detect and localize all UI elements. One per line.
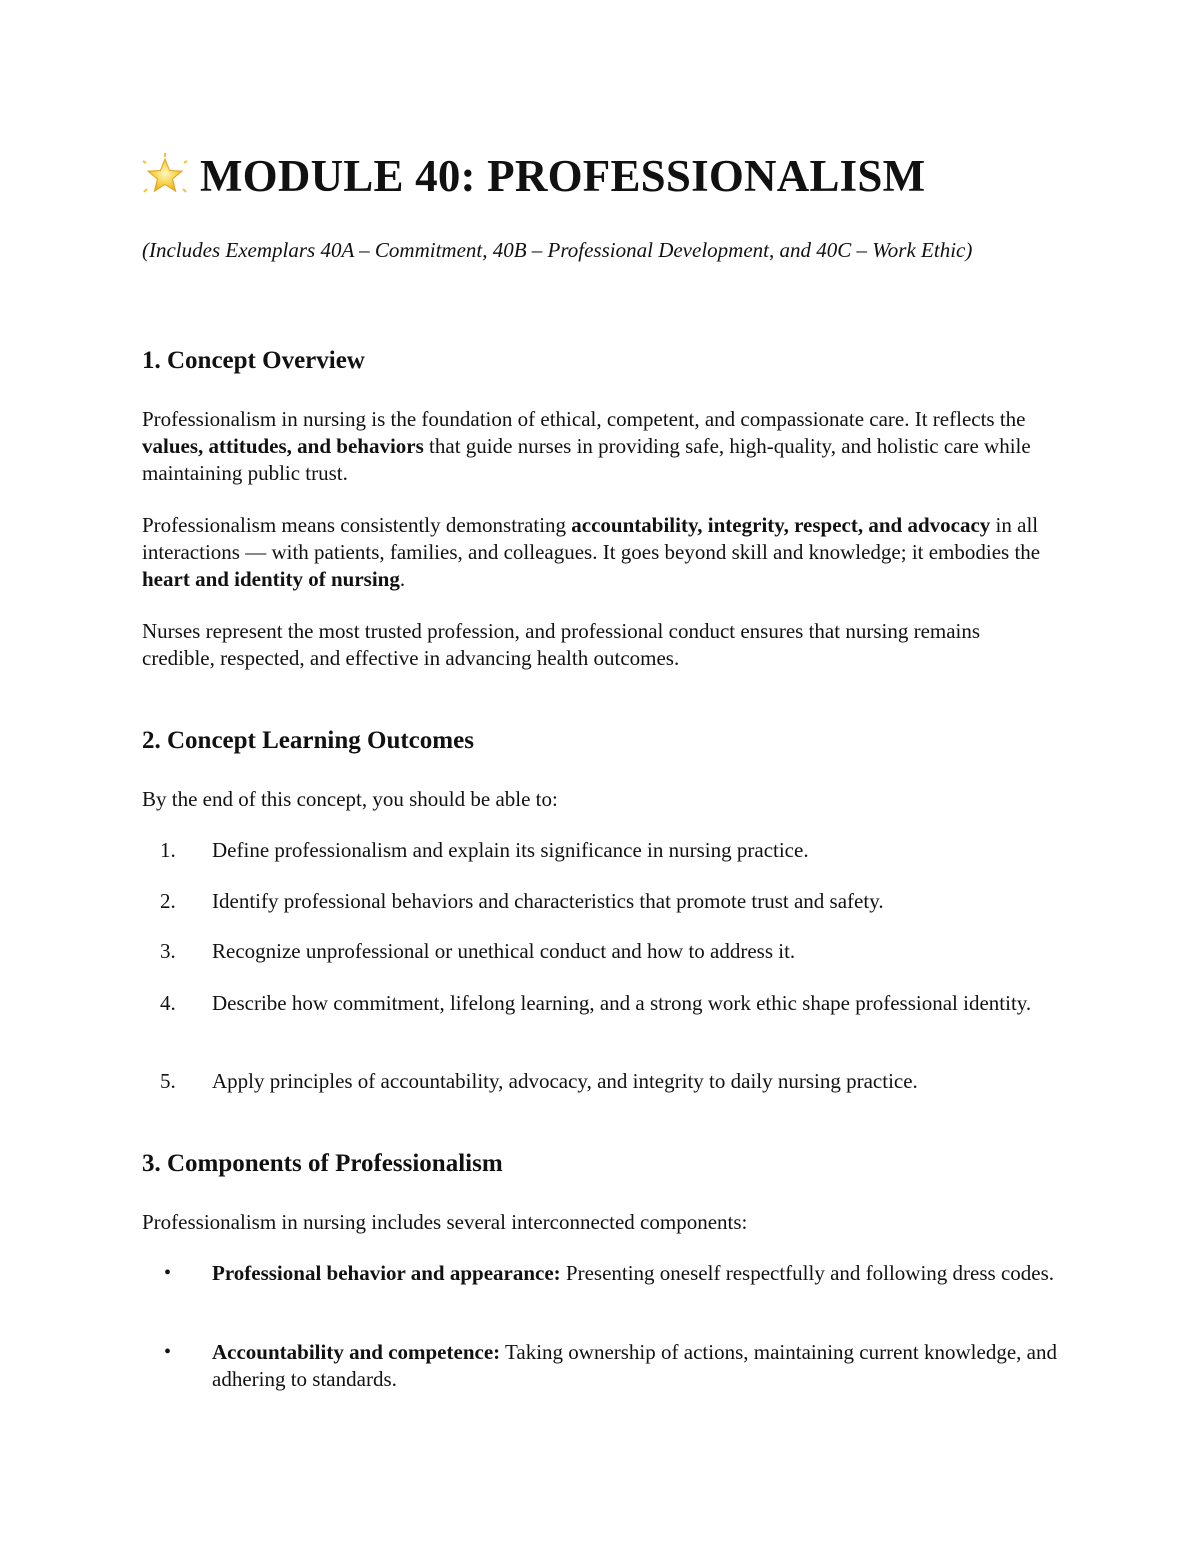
list-item (142, 938, 1062, 965)
text-run: that guide nurses in providing safe, high-quality, and holistic care while maintaining public trust. (142, 434, 1031, 485)
bullet-item (142, 1260, 1062, 1287)
list-number: 3. (160, 939, 176, 963)
bullet-item (142, 1339, 1062, 1393)
list-number: 1. (160, 838, 176, 862)
title-row (142, 148, 925, 204)
text-run: in all interactions — with patients, families, and colleagues. It goes beyond skill and knowledge; it embodies the (142, 513, 1041, 564)
section-heading-overview: 1. Concept Overview (142, 347, 365, 374)
page-title: MODULE 40: PROFESSIONALISM (200, 151, 926, 201)
list-item-text: Describe how commitment, lifelong learning, and a strong work ethic shape professional identity. (212, 991, 1032, 1015)
list-item-text: Define professionalism and explain its significance in nursing practice. (212, 838, 809, 862)
overview-paragraph-1 (142, 406, 1047, 487)
text-run: . (399, 567, 406, 591)
bullet-description: Presenting oneself respectfully and following dress codes. (560, 1261, 1055, 1285)
bullet-description: Taking ownership of actions, maintaining current knowledge, and adhering to standards. (212, 1340, 1057, 1391)
list-item (142, 990, 1062, 1017)
section-heading-outcomes: 2. Concept Learning Outcomes (142, 727, 474, 754)
bold-run: values, attitudes, and behaviors (142, 434, 424, 458)
text-run: Nurses represent the most trusted profession, and professional conduct ensures that nursing remains credible, respected, and effective in advancing health outcomes. (142, 619, 981, 670)
page-subtitle: (Includes Exemplars 40A – Commitment, 40B – Professional Development, and 40C – Work Ethic) (142, 238, 973, 262)
list-number: 5. (160, 1069, 176, 1093)
overview-paragraph-3 (142, 618, 1047, 672)
text-run: Professionalism in nursing is the foundation of ethical, competent, and compassionate care. It reflects the (142, 407, 1026, 431)
text-run: Professionalism means consistently demonstrating (142, 513, 572, 537)
bullet-marker: • (164, 1341, 172, 1363)
list-item-text: Identify professional behaviors and characteristics that promote trust and safety. (212, 889, 884, 913)
bullet-item-text (212, 1339, 1062, 1393)
bullet-item-text (212, 1260, 1062, 1287)
list-item (142, 888, 1062, 915)
list-number: 4. (160, 991, 176, 1015)
bold-run: accountability, integrity, respect, and advocacy (571, 513, 991, 537)
list-item (142, 837, 1062, 864)
star-icon (142, 153, 188, 199)
section-heading-components: 3. Components of Professionalism (142, 1150, 503, 1177)
bullet-label: Professional behavior and appearance: (212, 1261, 561, 1285)
overview-paragraph-2 (142, 512, 1047, 593)
bullet-marker: • (164, 1262, 172, 1284)
list-number: 2. (160, 889, 176, 913)
outcomes-intro: By the end of this concept, you should be able to: (142, 787, 558, 811)
components-intro: Professionalism in nursing includes several interconnected components: (142, 1210, 748, 1234)
bullet-label: Accountability and competence: (212, 1340, 501, 1364)
bold-run: heart and identity of nursing (142, 567, 400, 591)
list-item-text: Recognize unprofessional or unethical conduct and how to address it. (212, 939, 796, 963)
list-item-text: Apply principles of accountability, advocacy, and integrity to daily nursing practice. (212, 1069, 918, 1093)
list-item (142, 1068, 1062, 1095)
